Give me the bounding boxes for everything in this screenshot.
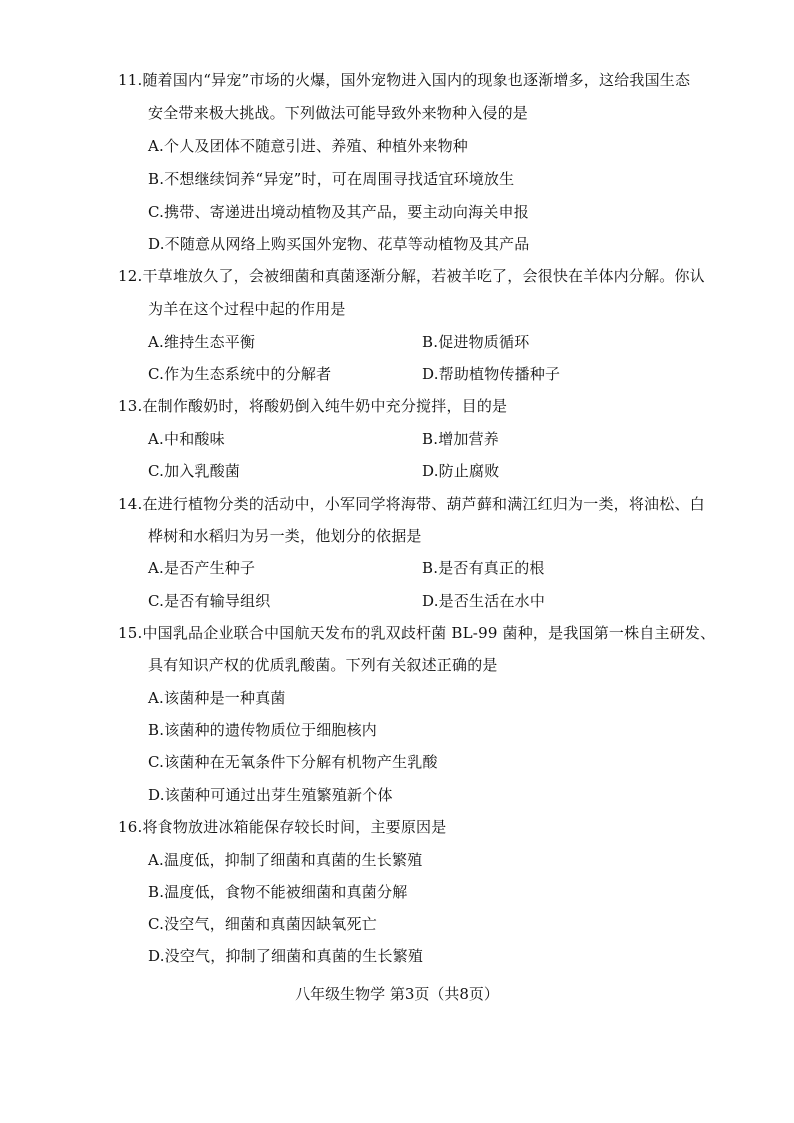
q11-stem-line-2: 安全带来极大挑战。下列做法可能导致外来物种入侵的是 [148,104,529,122]
q15-stem-line-1: 15.中国乳品企业联合中国航天发布的乳双歧杆菌 BL-99 菌种，是我国第一株自主研发、 [118,624,716,642]
q13-option-a: A.中和酸味 [148,430,225,448]
q16-option-b: B.温度低，食物不能被细菌和真菌分解 [148,883,408,901]
q11-option-b: B.不想继续饲养“异宠”时，可在周围寻找适宜环境放生 [148,170,515,188]
q13-option-d: D.防止腐败 [422,462,500,480]
q11-stem-line-1: 11.随着国内“异宠”市场的火爆，国外宠物进入国内的现象也逐渐增多，这给我国生态 [118,71,691,89]
page-footer: 八年级生物学 第3页（共8页） [295,985,499,1003]
q14-option-d: D.是否生活在水中 [422,592,546,610]
q14-option-c: C.是否有输导组织 [148,592,271,610]
q11-option-c: C.携带、寄递进出境动植物及其产品，要主动向海关申报 [148,203,529,221]
q16-stem-line-1: 16.将食物放进冰箱能保存较长时间，主要原因是 [118,818,447,836]
q11-option-a: A.个人及团体不随意引进、养殖、种植外来物种 [148,137,469,155]
q12-option-d: D.帮助植物传播种子 [422,365,561,383]
q14-option-b: B.是否有真正的根 [422,559,545,577]
q16-option-c: C.没空气，细菌和真菌因缺氧死亡 [148,915,377,933]
q12-option-b: B.促进物质循环 [422,333,530,351]
q12-stem-line-2: 为羊在这个过程中起的作用是 [148,300,346,318]
q15-option-a: A.该菌种是一种真菌 [148,689,286,707]
q15-option-b: B.该菌种的遗传物质位于细胞核内 [148,721,377,739]
q12-option-c: C.作为生态系统中的分解者 [148,365,332,383]
q12-option-a: A.维持生态平衡 [148,333,256,351]
q14-stem-line-1: 14.在进行植物分类的活动中，小军同学将海带、葫芦藓和满江红归为一类，将油松、白 [118,495,705,513]
q11-option-d: D.不随意从网络上购买国外宠物、花草等动植物及其产品 [148,235,530,253]
q15-option-c: C.该菌种在无氧条件下分解有机物产生乳酸 [148,753,438,771]
q13-option-b: B.增加营养 [422,430,499,448]
q13-stem-line-1: 13.在制作酸奶时，将酸奶倒入纯牛奶中充分搅拌，目的是 [118,397,508,415]
q14-option-a: A.是否产生种子 [148,559,256,577]
q13-option-c: C.加入乳酸菌 [148,462,241,480]
q12-stem-line-1: 12.干草堆放久了，会被细菌和真菌逐渐分解，若被羊吃了，会很快在羊体内分解。你认 [118,267,705,285]
q16-option-a: A.温度低，抑制了细菌和真菌的生长繁殖 [148,851,423,869]
q14-stem-line-2: 桦树和水稻归为另一类，他划分的依据是 [148,527,422,545]
q15-stem-line-2: 具有知识产权的优质乳酸菌。下列有关叙述正确的是 [148,656,498,674]
q15-option-d: D.该菌种可通过出芽生殖繁殖新个体 [148,786,393,804]
q16-option-d: D.没空气，抑制了细菌和真菌的生长繁殖 [148,947,424,965]
